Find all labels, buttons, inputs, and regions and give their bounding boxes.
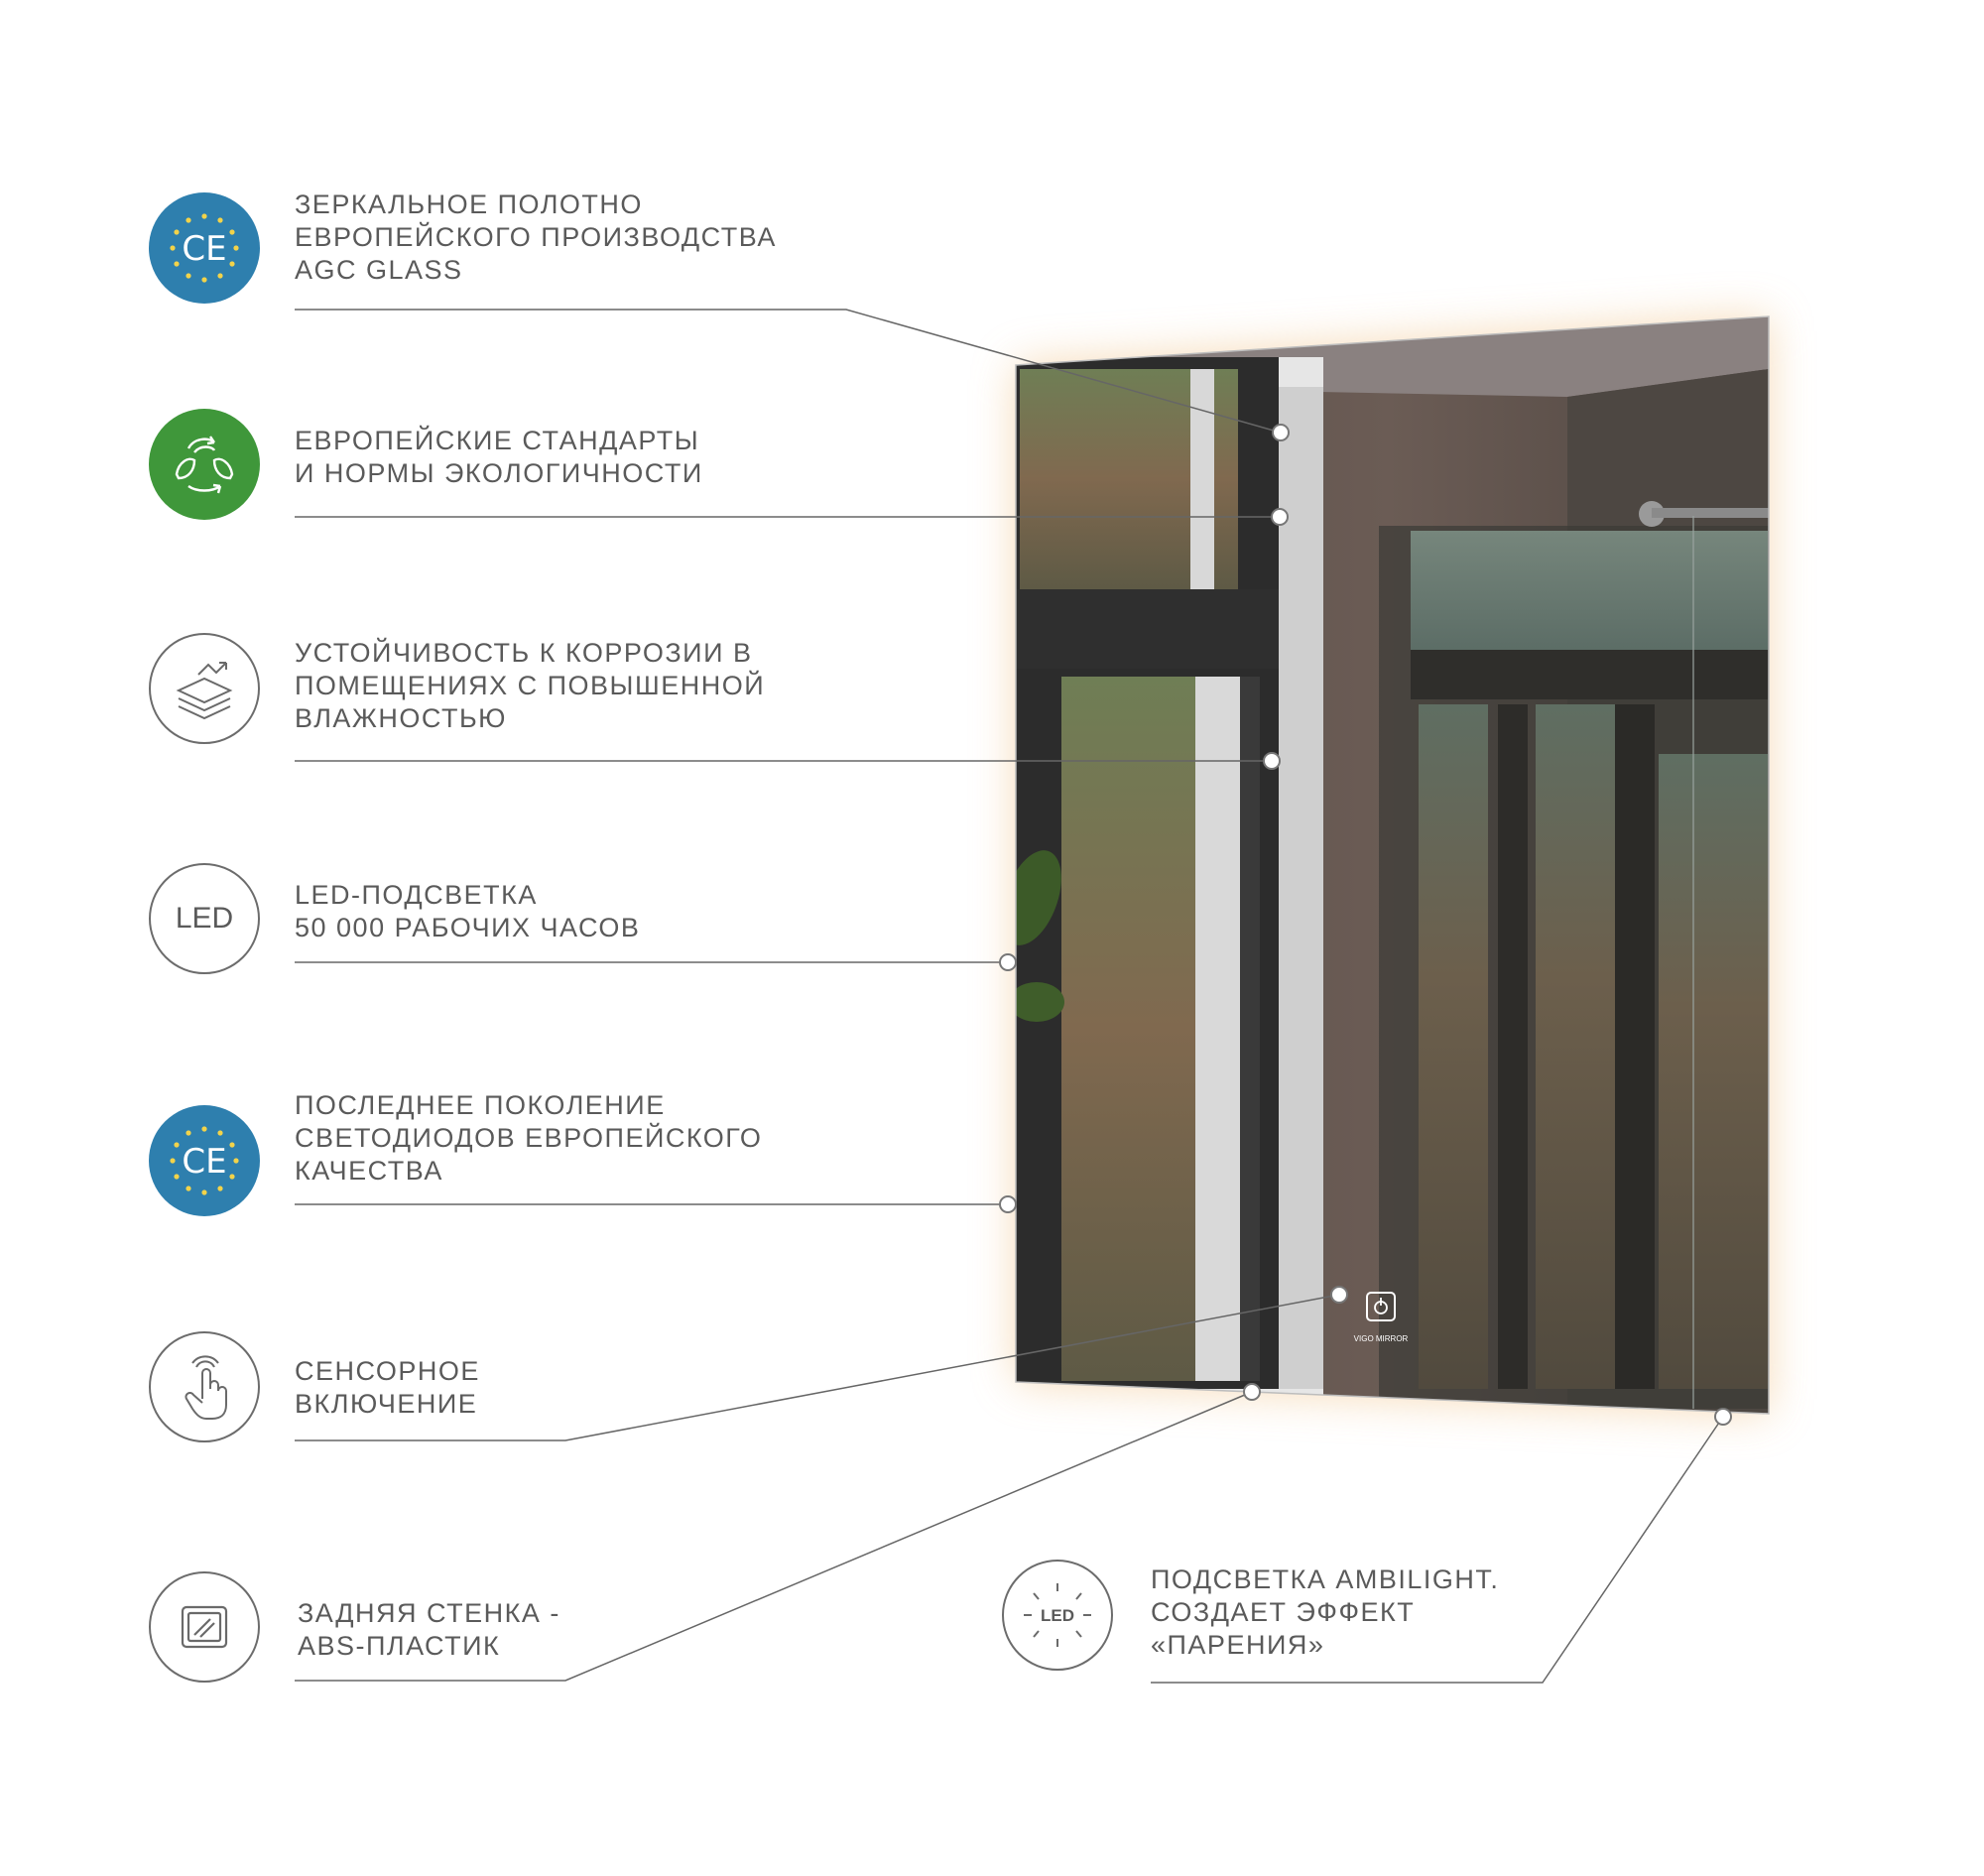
feature-line: КАЧЕСТВА <box>295 1156 443 1186</box>
feature-line: «ПАРЕНИЯ» <box>1151 1630 1325 1660</box>
feature-line: ПОДСВЕТКА AMBILIGHT. <box>1151 1564 1500 1594</box>
feature-agc-glass <box>295 188 777 287</box>
feature-line: СЕНСОРНОЕ <box>295 1356 480 1386</box>
ce-mark-icon <box>149 1105 260 1216</box>
eco-leaves-icon <box>149 409 260 520</box>
feature-line: ЗЕРКАЛЬНОЕ ПОЛОТНО <box>295 189 643 219</box>
led-glow-icon <box>1002 1560 1113 1671</box>
feature-line: ВКЛЮЧЕНИЕ <box>295 1389 478 1419</box>
feature-line: И НОРМЫ ЭКОЛОГИЧНОСТИ <box>295 458 703 488</box>
mirror-surface <box>990 298 1786 1438</box>
feature-line: ПОСЛЕДНЕЕ ПОКОЛЕНИЕ <box>295 1090 666 1120</box>
feature-line: ВЛАЖНОСТЬЮ <box>295 703 507 733</box>
feature-line: LED-ПОДСВЕТКА <box>295 880 538 910</box>
feature-line: ЕВРОПЕЙСКИЕ СТАНДАРТЫ <box>295 426 700 455</box>
feature-corrosion <box>295 637 765 735</box>
ce-mark-icon <box>149 192 260 304</box>
feature-line: УСТОЙЧИВОСТЬ К КОРРОЗИИ В <box>295 638 753 668</box>
feature-line: ЕВРОПЕЙСКОГО ПРОИЗВОДСТВА <box>295 222 777 252</box>
feature-touch-switch <box>295 1355 480 1421</box>
feature-back-panel <box>298 1597 560 1663</box>
brand-label: VIGO MIRROR <box>1353 1334 1409 1343</box>
svg-text:CE: CE <box>182 229 227 269</box>
led-glow-icon-label: LED <box>1041 1606 1074 1625</box>
back-panel-icon <box>149 1571 260 1683</box>
feature-led-backlight <box>295 879 640 944</box>
moisture-layers-icon <box>149 633 260 744</box>
touch-finger-icon <box>149 1331 260 1442</box>
feature-led-diodes <box>295 1089 762 1188</box>
led-icon <box>149 863 260 974</box>
feature-line: СОЗДАЕТ ЭФФЕКТ <box>1151 1597 1416 1627</box>
feature-line: СВЕТОДИОДОВ ЕВРОПЕЙСКОГО <box>295 1123 763 1153</box>
feature-line: ABS-ПЛАСТИК <box>298 1631 501 1661</box>
svg-text:CE: CE <box>182 1142 227 1182</box>
feature-line: AGC GLASS <box>295 255 463 285</box>
feature-ambilight <box>1151 1563 1499 1662</box>
led-icon-label: LED <box>175 902 234 935</box>
feature-line: 50 000 РАБОЧИХ ЧАСОВ <box>295 913 641 942</box>
feature-eco-standards <box>295 425 703 490</box>
feature-line: ПОМЕЩЕНИЯХ С ПОВЫШЕННОЙ <box>295 671 766 700</box>
feature-line: ЗАДНЯЯ СТЕНКА - <box>298 1598 560 1628</box>
